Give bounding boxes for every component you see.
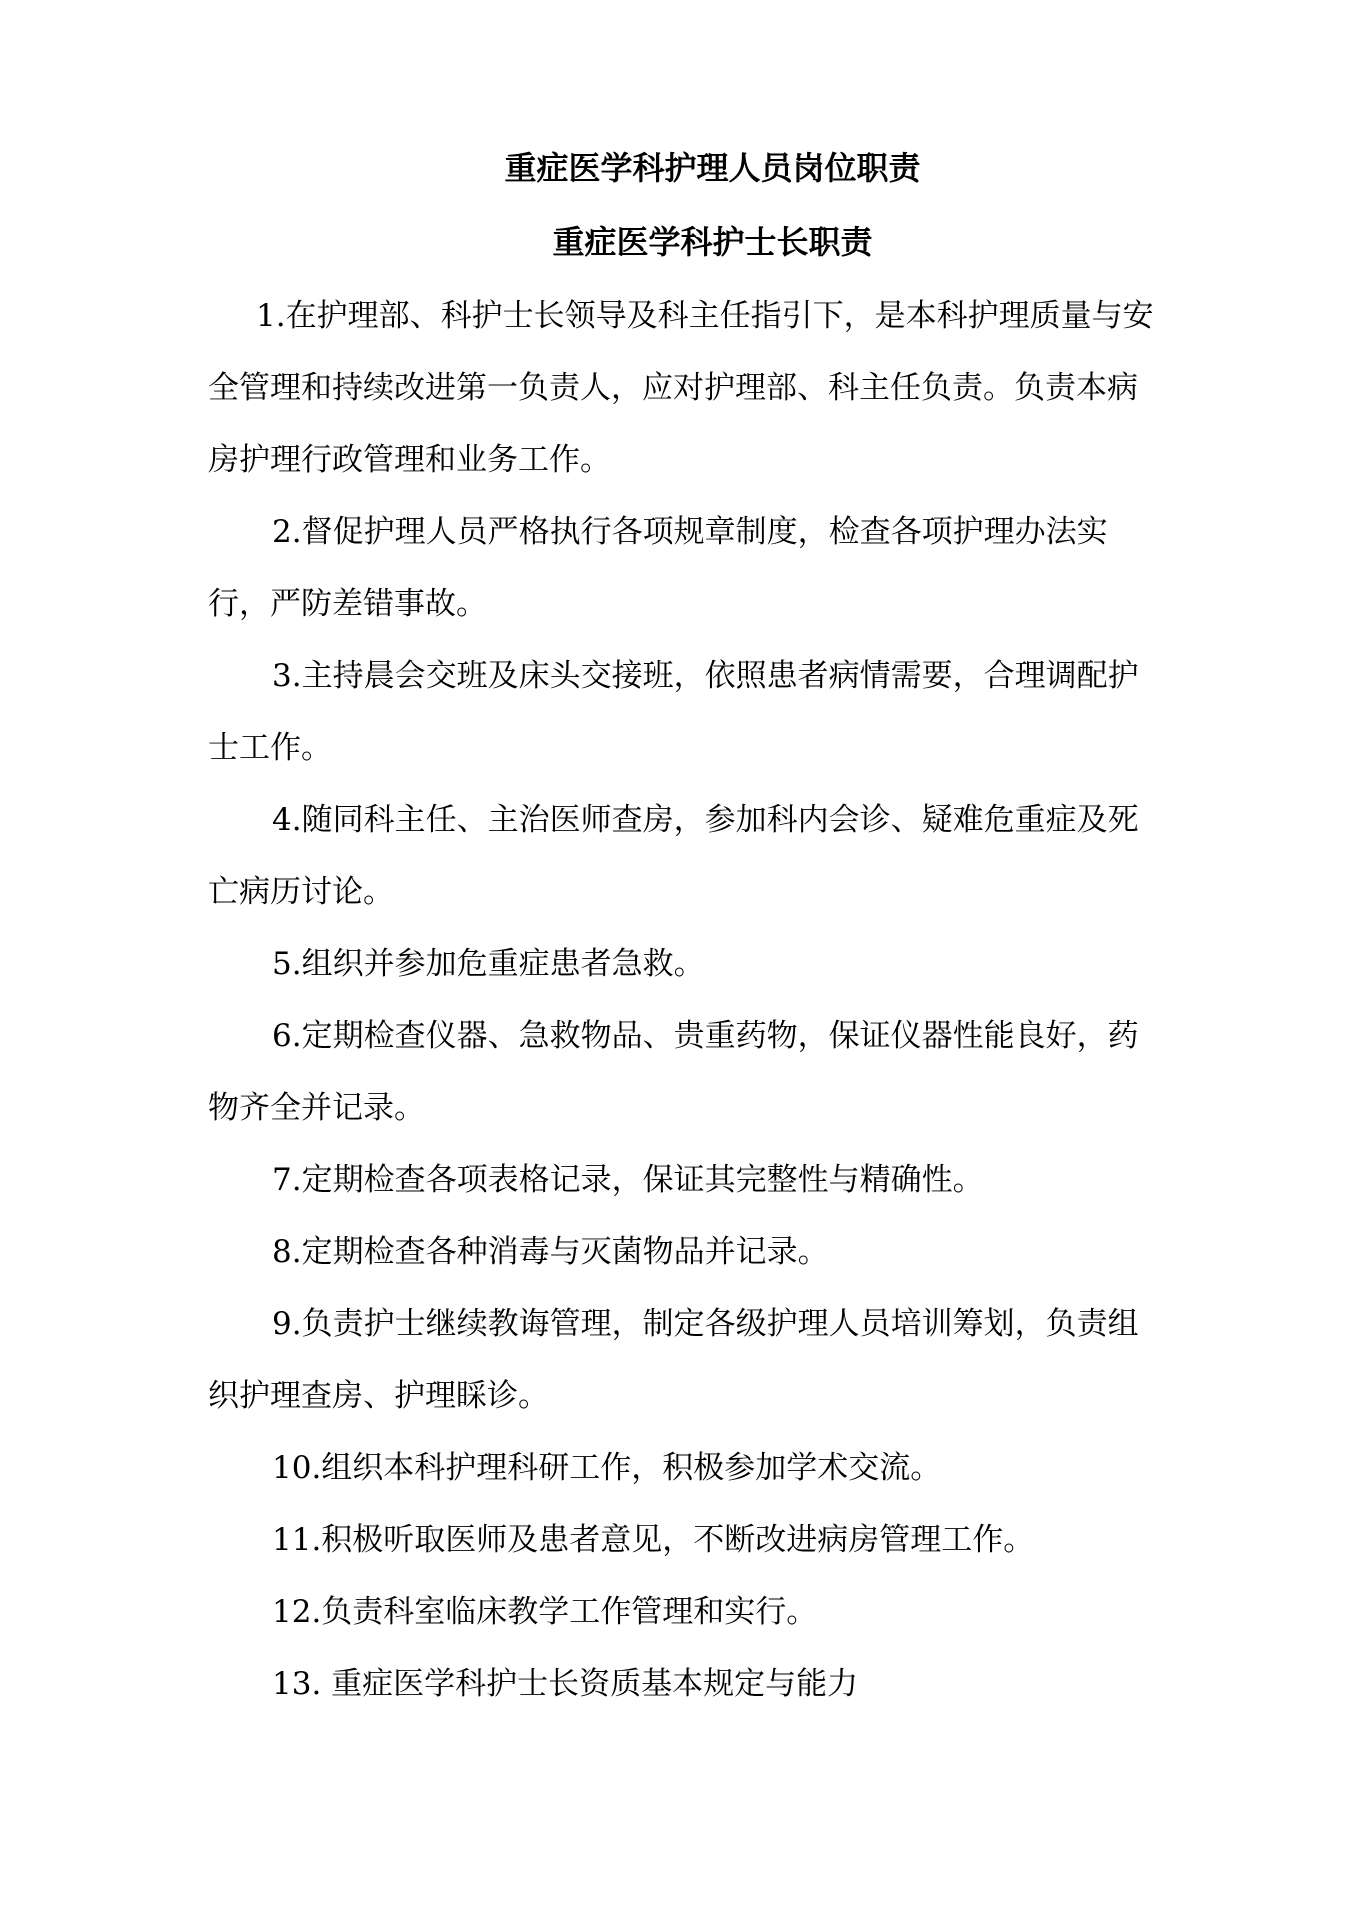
duty-paragraph-5: 5.组织并参加危重症患者急救。 <box>272 946 705 982</box>
duty-paragraph-2: 2.督促护理人员严格执行各项规章制度，检查各项护理办法实行，严防差错事故。 <box>208 514 1108 622</box>
duty-paragraph-11: 11.积极听取医师及患者意见，不断改进病房管理工作。 <box>272 1522 1035 1558</box>
duty-paragraph-1: 1.在护理部、科护士长领导及科主任指引下，是本科护理质量与安全管理和持续改进第一负责人，应对护理部、科主任负责。负责本病房护理行政管理和业务工作。 <box>208 298 1154 478</box>
duty-paragraph-6: 6.定期检查仪器、急救物品、贵重药物，保证仪器性能良好，药物齐全并记录。 <box>208 1018 1139 1126</box>
duty-paragraph-8: 8.定期检查各种消毒与灭菌物品并记录。 <box>272 1234 829 1270</box>
duty-paragraph-3: 3.主持晨会交班及床头交接班，依照患者病情需要，合理调配护士工作。 <box>208 658 1139 766</box>
duty-paragraph-13: 13. 重症医学科护士长资质基本规定与能力 <box>272 1666 859 1702</box>
document-title: 重症医学科护理人员岗位职责 <box>504 149 921 187</box>
duty-paragraph-7: 7.定期检查各项表格记录，保证其完整性与精确性。 <box>272 1162 984 1198</box>
duty-paragraph-10: 10.组织本科护理科研工作，积极参加学术交流。 <box>272 1450 942 1486</box>
duty-paragraph-12: 12.负责科室临床教学工作管理和实行。 <box>272 1594 818 1630</box>
duty-paragraph-4: 4.随同科主任、主治医师查房，参加科内会诊、疑难危重症及死亡病历讨论。 <box>208 802 1139 910</box>
section-title: 重症医学科护士长职责 <box>552 223 873 261</box>
duty-paragraph-9: 9.负责护士继续教诲管理，制定各级护理人员培训筹划，负责组织护理查房、护理睬诊。 <box>208 1306 1139 1414</box>
